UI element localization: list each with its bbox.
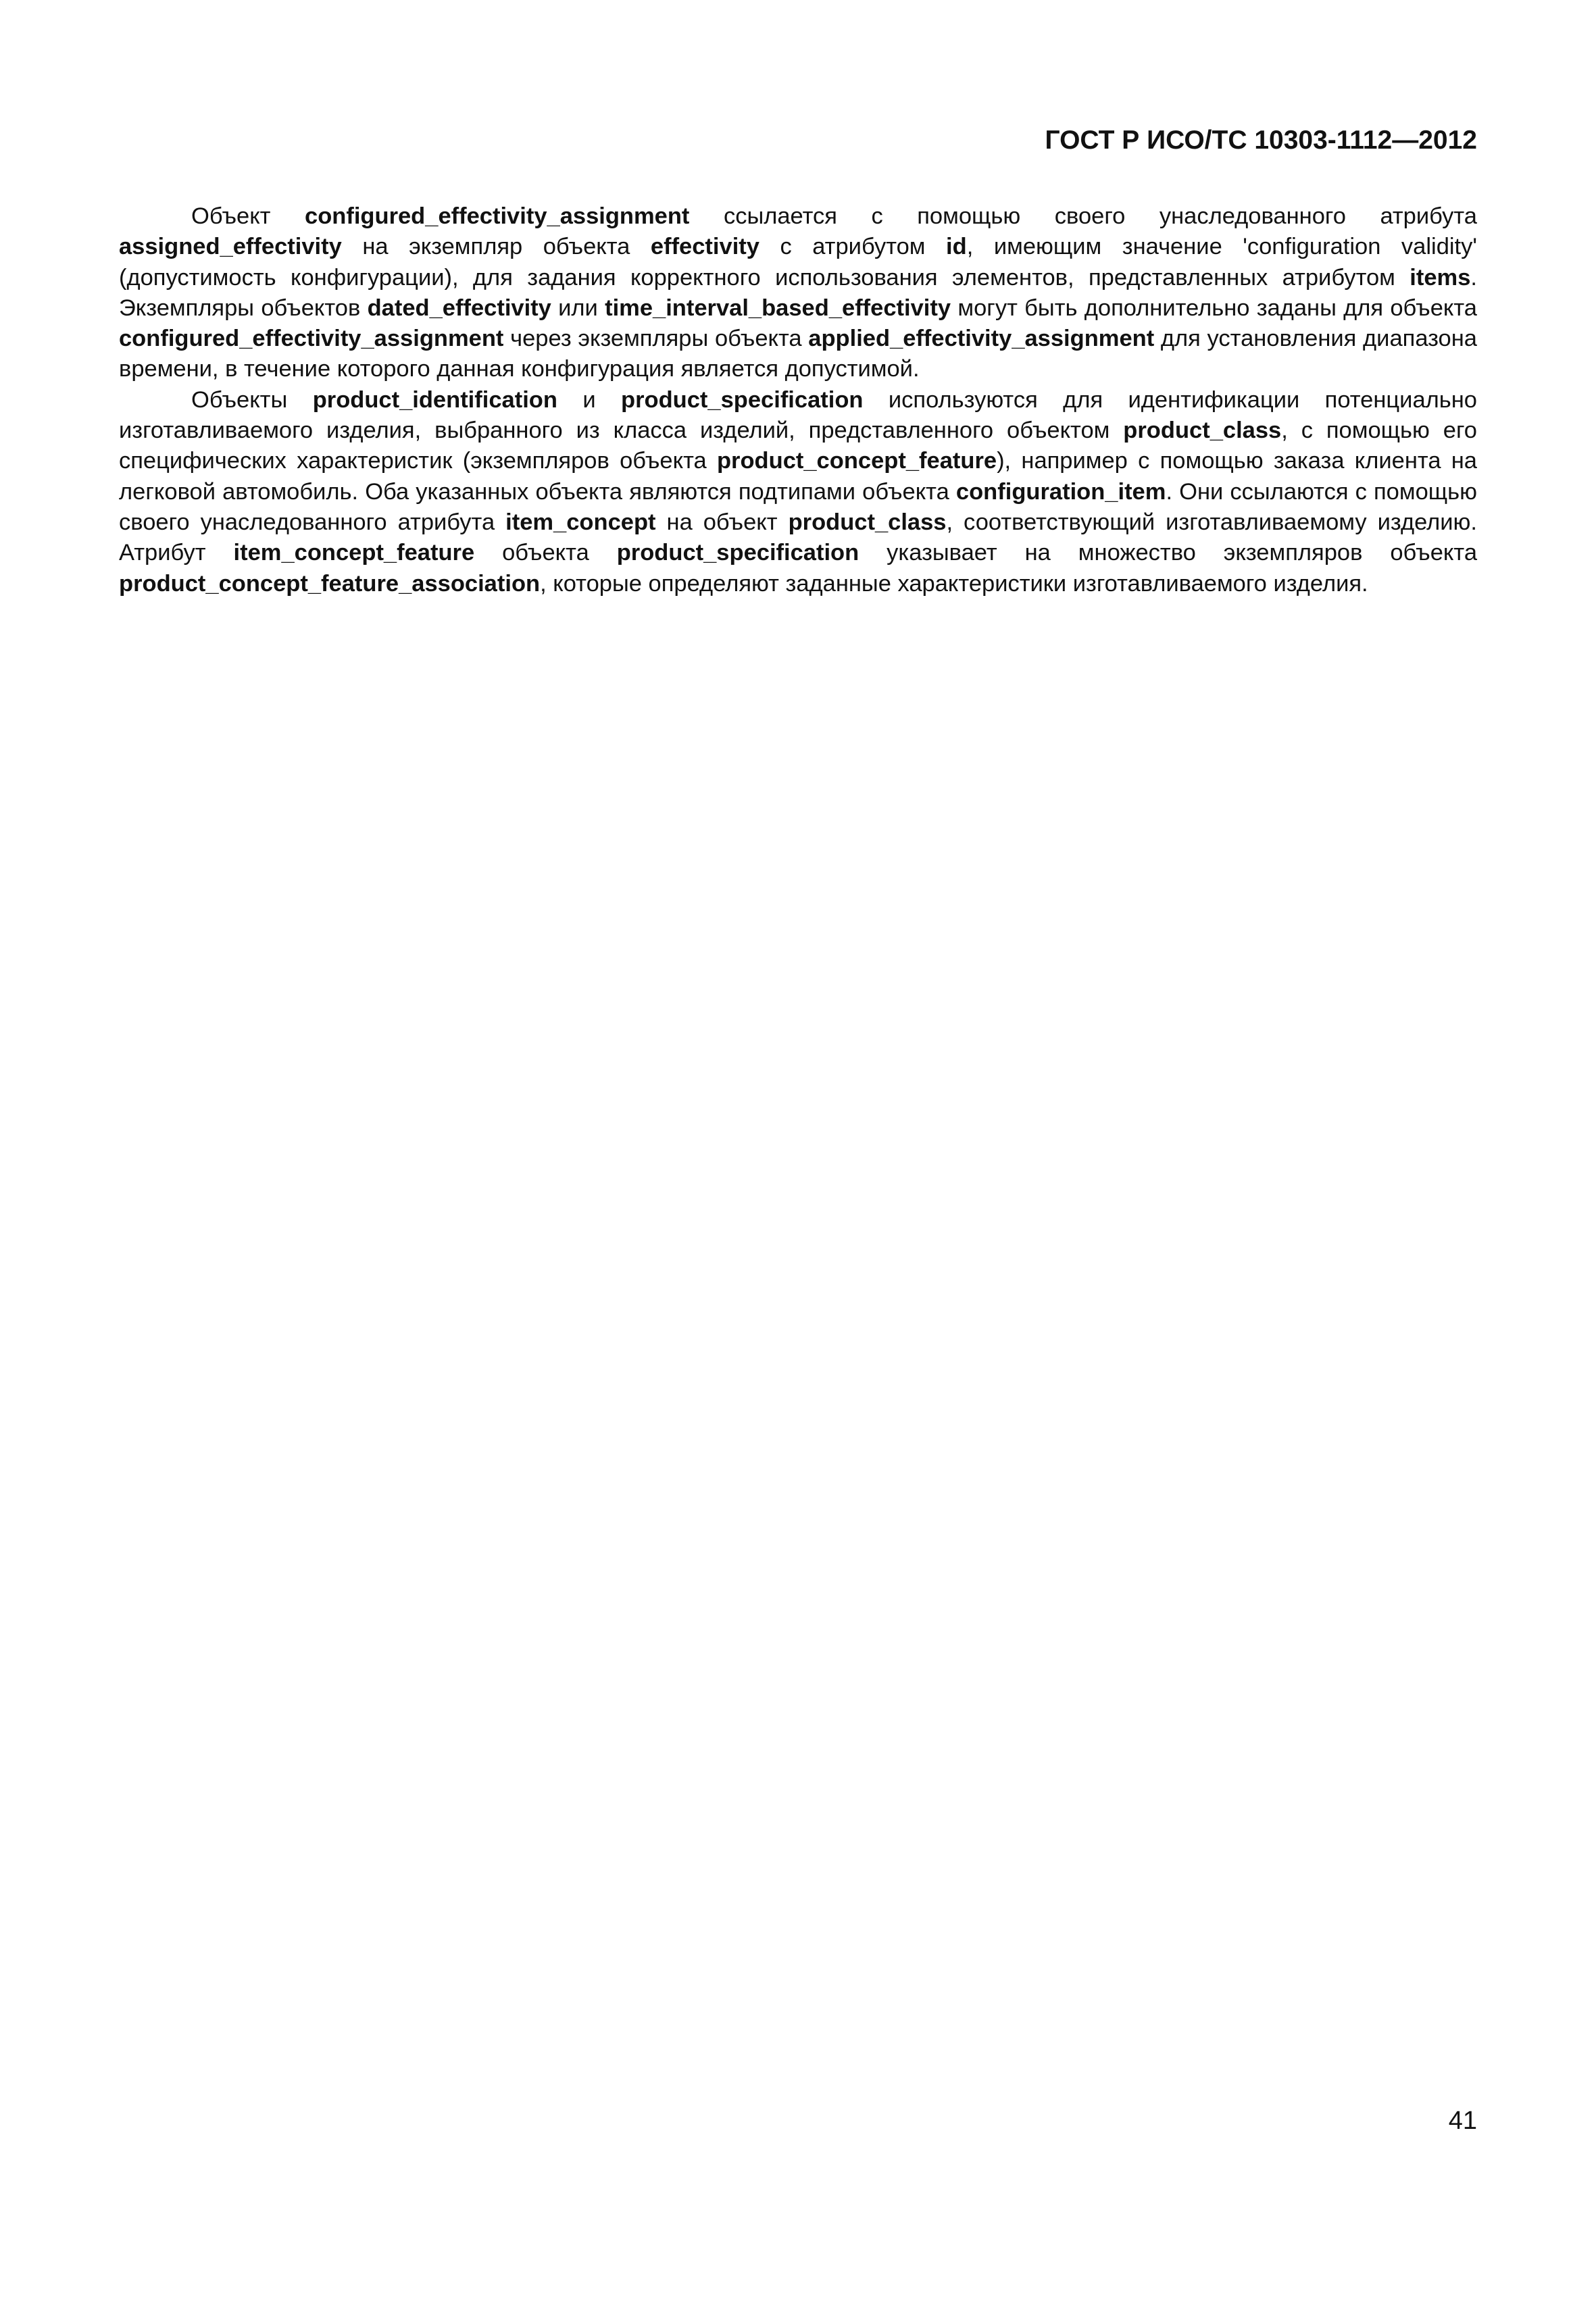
text-run: и <box>557 386 622 413</box>
text-run: или <box>551 295 605 321</box>
entity-name: configuration_item <box>955 478 1166 505</box>
text-run: ), например с помощью заказа клиента на легковой автомобиль. Оба указанных объекта являются подтипами объекта <box>119 448 1477 505</box>
entity-name: effectivity <box>650 234 759 260</box>
paragraph <box>119 201 1477 385</box>
text-run: , соответствующий изготавливаемому изделию. Атрибут <box>119 509 1477 566</box>
text-run: с атрибутом <box>759 234 947 260</box>
text-run: объекта <box>474 540 617 566</box>
paragraph <box>119 385 1477 599</box>
document-body <box>119 201 1477 599</box>
entity-name: product_concept_feature_association <box>119 570 541 597</box>
entity-name: id <box>946 234 967 260</box>
entity-name: product_specification <box>621 386 864 413</box>
entity-name: product_concept_feature <box>716 448 997 474</box>
text-run: указывает на множество экземпляров объекта <box>859 540 1477 566</box>
entity-name: time_interval_based_effectivity <box>605 295 951 321</box>
text-run: могут быть дополнительно заданы для объекта <box>951 295 1477 321</box>
text-run: ссылается с помощью своего унаследованного атрибута <box>689 203 1477 229</box>
page-number: 41 <box>1448 2107 1477 2135</box>
entity-name: assigned_effectivity <box>119 234 342 260</box>
entity-name: configured_effectivity_assignment <box>119 326 504 352</box>
text-run: на экземпляр объекта <box>341 234 651 260</box>
entity-name: item_concept_feature <box>233 540 475 566</box>
text-run: , имеющим значение 'configuration validity' (допустимость конфигурации), для задания корректного использования элементов, представленных атрибутом <box>119 234 1477 291</box>
entity-name: dated_effectivity <box>367 295 551 321</box>
page-header-standard-code: ГОСТ Р ИСО/ТС 10303-1112—2012 <box>1045 126 1477 155</box>
entity-name: configured_effectivity_assignment <box>305 203 690 229</box>
text-run: через экземпляры объекта <box>503 326 809 352</box>
text-run: для установления диапазона времени, в течение которого данная конфигурация является допустимой. <box>119 326 1477 382</box>
text-run: , с помощью его специфических характеристик (экземпляров объекта <box>119 418 1477 474</box>
text-run: . Они ссылаются с помощью своего унаследованного атрибута <box>119 478 1477 535</box>
text-run: , которые определяют заданные характеристики изготавливаемого изделия. <box>540 570 1368 597</box>
entity-name: product_specification <box>616 540 859 566</box>
entity-name: item_concept <box>505 509 656 535</box>
entity-name: applied_effectivity_assignment <box>808 326 1155 352</box>
entity-name: product_class <box>788 509 947 535</box>
text-run: на объект <box>655 509 789 535</box>
text-run: используются для идентификации потенциально изготавливаемого изделия, выбранного из класса изделий, представленного объектом <box>119 386 1477 444</box>
entity-name: items <box>1410 264 1471 291</box>
entity-name: product_class <box>1123 418 1282 444</box>
text-run: Объекты <box>191 386 313 413</box>
text-run: Объект <box>191 203 305 229</box>
entity-name: product_identification <box>312 386 557 413</box>
text-run: . Экземпляры объектов <box>119 264 1477 321</box>
